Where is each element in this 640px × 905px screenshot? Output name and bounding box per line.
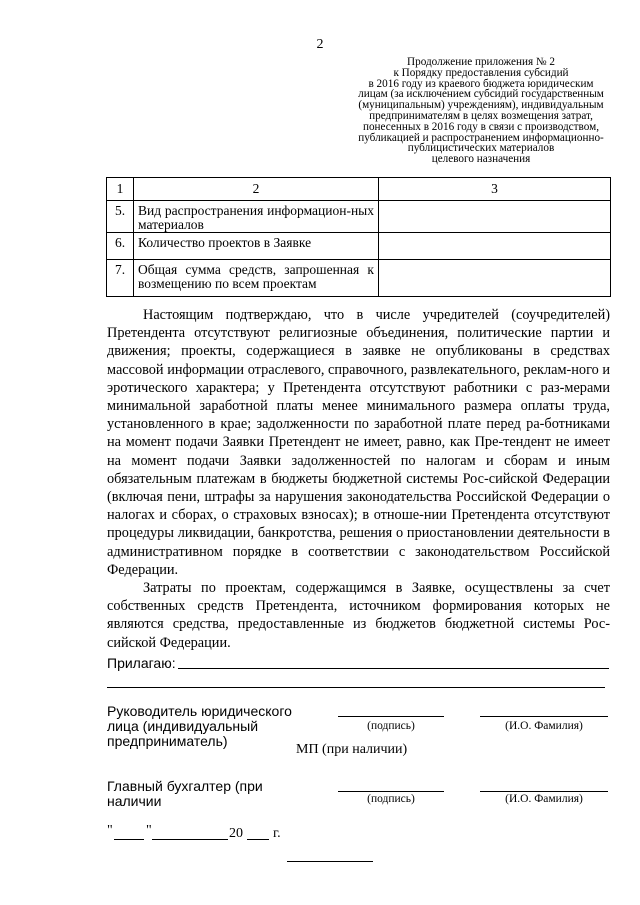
head-signature-caption: (подпись) xyxy=(367,720,415,732)
date-day-line xyxy=(114,839,144,840)
appendix-line: в 2016 году из краевого бюджета юридическим xyxy=(368,77,594,90)
paragraph: Настоящим подтверждаю, что в числе учредителей (соучредителей) Претендента отсутствуют религиозные объединения, политические партии и движения; проекты, содержащиеся в заявке не опубликованы в средствах массовой информации отраслевого, справочного, развлекательного, реклам-ного и эротического характера; у Претендента отсутствуют работники с раз-мерами минимальной заработной платы менее минимального размера оплаты труда, установленного в крае; задолженности по заработной плате перед ра-ботниками на момент подачи Заявки Претендент не имеет, равно, как Пре-тендент не имеет на момент подачи Заявки задолженностей по налогам и сборам и иным обязательным платежам в бюджеты бюджетной системы Рос-сийской Федерации (включая пени, штрафы за нарушения законодательства Российской Федерации о налогах и сборах, о страховых взносах); в отноше-нии Претендента отсутствуют процедуры ликвидации, банкротства, решения о приостановлении деятельности в административном порядке в соответствии с законодательством Российской Федерации. xyxy=(107,307,610,578)
appendix-line: целевого назначения xyxy=(431,153,531,166)
table-header-cell: 2 xyxy=(134,178,379,201)
date-year-line xyxy=(247,839,269,840)
appendix-line: лицам (за исключением субсидий государственным xyxy=(358,88,604,101)
appendix-line: понесенных в 2016 году в связи с производством, xyxy=(362,120,600,133)
head-label-line: предприниматель) xyxy=(107,733,228,749)
stamp-label: МП (при наличии) xyxy=(296,742,408,757)
bottom-separator xyxy=(287,861,373,862)
page-number: 2 xyxy=(316,37,324,52)
appendix-line: (муниципальным) учреждениям), индивидуальным xyxy=(358,99,604,112)
appendix-line: публикацией и распространением информационно- xyxy=(358,131,604,144)
date-year-prefix: 20 xyxy=(229,826,243,841)
appendix-line: к Порядку предоставления субсидий xyxy=(393,66,569,79)
head-signature-line xyxy=(338,716,444,717)
attach-line xyxy=(178,668,609,669)
head-label-line: лица (индивидуальный xyxy=(107,718,259,734)
appendix-line: публицистических материалов xyxy=(407,142,555,155)
appendix-line: предпринимателям в целях возмещения затрат, xyxy=(369,109,593,122)
row-value xyxy=(379,201,611,233)
row-number: 5. xyxy=(107,201,134,233)
accountant-name-caption: (И.О. Фамилия) xyxy=(505,793,583,805)
accountant-label-line: Главный бухгалтер (при xyxy=(107,778,263,794)
table-header-cell: 3 xyxy=(379,178,611,201)
head-label-line: Руководитель юридического xyxy=(107,703,292,719)
attach-line-2 xyxy=(107,687,605,688)
row-number: 7. xyxy=(107,260,134,297)
row-number: 6. xyxy=(107,233,134,260)
date-year-suffix: г. xyxy=(273,826,281,841)
accountant-label-line: наличии xyxy=(107,793,162,809)
date-quote-open: " xyxy=(107,823,113,838)
head-name-line xyxy=(480,716,608,717)
application-table xyxy=(106,177,611,297)
head-label xyxy=(107,704,292,749)
table-header-cell: 1 xyxy=(107,178,134,201)
row-label: Общая сумма средств, запрошенная к возмещению по всем проектам xyxy=(134,260,379,297)
body-text xyxy=(107,306,610,652)
head-name-caption: (И.О. Фамилия) xyxy=(505,720,583,732)
paragraph: Затраты по проектам, содержащимся в Заявке, осуществлены за счет собственных средств Претендента, источником формирования которых не являются средства, предоставленные из бюджетов бюджетной системы Рос-сийской Федерации. xyxy=(107,580,610,651)
accountant-name-line xyxy=(480,791,608,792)
accountant-signature-line xyxy=(338,791,444,792)
table-row xyxy=(107,260,611,297)
appendix-line: Продолжение приложения № 2 xyxy=(407,56,555,68)
table-row xyxy=(107,233,611,260)
row-value xyxy=(379,233,611,260)
attach-label: Прилагаю: xyxy=(107,655,176,671)
accountant-signature-caption: (подпись) xyxy=(367,793,415,805)
appendix-header xyxy=(338,57,624,165)
date-quote-close: " xyxy=(146,823,152,838)
accountant-label xyxy=(107,779,263,809)
row-label: Количество проектов в Заявке xyxy=(134,233,379,260)
table-header-row xyxy=(107,178,611,201)
table-row xyxy=(107,201,611,233)
date-month-line xyxy=(152,839,228,840)
row-value xyxy=(379,260,611,297)
row-label: Вид распространения информацион-ных материалов xyxy=(134,201,379,233)
